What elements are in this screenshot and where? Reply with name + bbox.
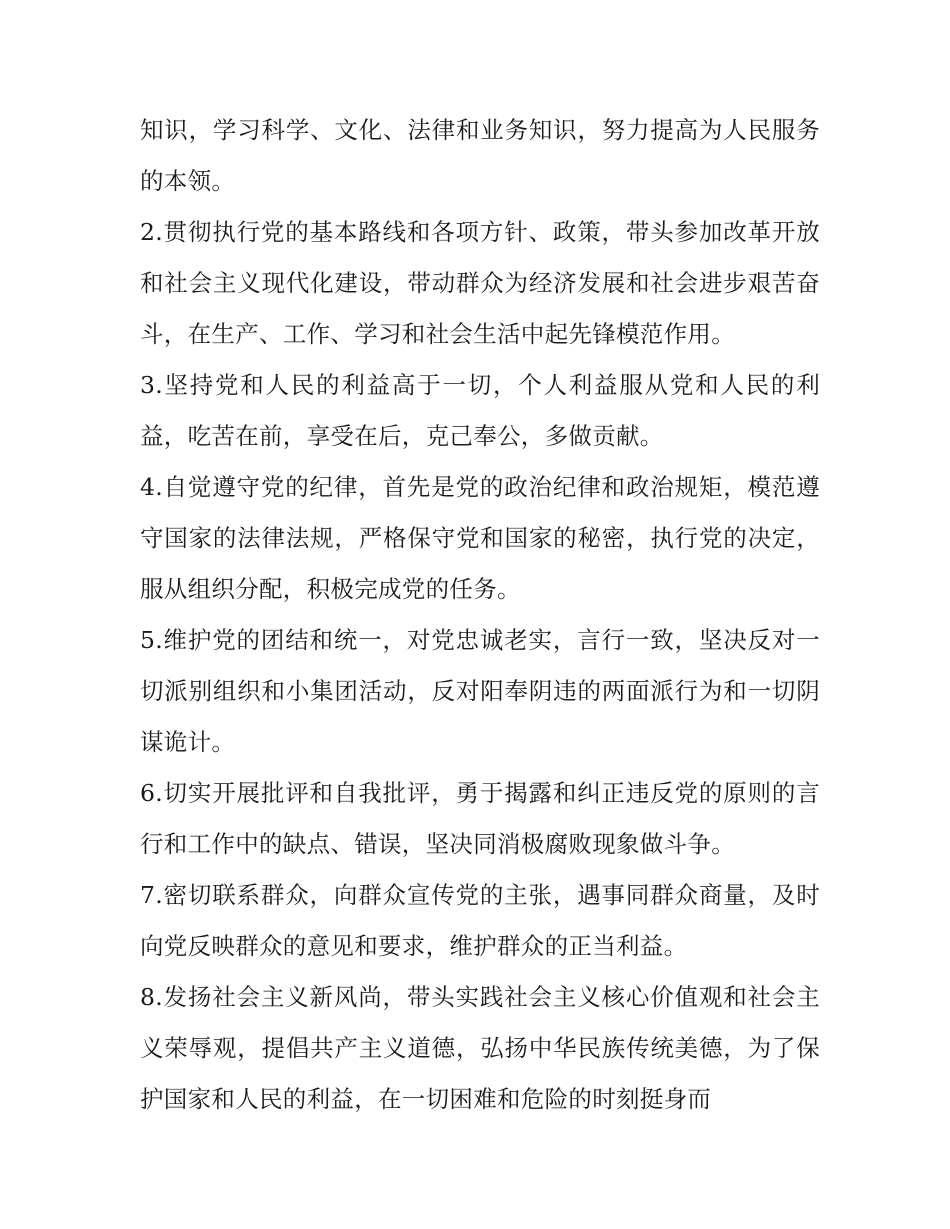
- paragraph-item-4: 4.自觉遵守党的纪律，首先是党的政治纪律和政治规矩，模范遵守国家的法律法规，严格保守党和国家的秘密，执行党的决定，服从组织分配，积极完成党的任务。: [140, 473, 820, 603]
- paragraph-item-3: 3.坚持党和人民的利益高于一切，个人利益服从党和人民的利益，吃苦在前，享受在后，克己奉公，多做贡献。: [140, 371, 820, 450]
- paragraph-continuation: 知识，学习科学、文化、法律和业务知识，努力提高为人民服务的本领。: [140, 116, 820, 195]
- paragraph-item-2: 2.贯彻执行党的基本路线和各项方针、政策，带头参加改革开放和社会主义现代化建设，带动群众为经济发展和社会进步艰苦奋斗，在生产、工作、学习和社会生活中起先锋模范作用。: [140, 218, 820, 348]
- paragraph-item-6: 6.切实开展批评和自我批评，勇于揭露和纠正违反党的原则的言行和工作中的缺点、错误，坚决同消极腐败现象做斗争。: [140, 779, 820, 858]
- paragraph-item-5: 5.维护党的团结和统一，对党忠诚老实，言行一致，坚决反对一切派别组织和小集团活动，反对阳奉阴违的两面派行为和一切阴谋诡计。: [140, 626, 820, 756]
- paragraph-item-7: 7.密切联系群众，向群众宣传党的主张，遇事同群众商量，及时向党反映群众的意见和要求，维护群众的正当利益。: [140, 881, 820, 960]
- paragraph-item-8: 8.发扬社会主义新风尚，带头实践社会主义核心价值观和社会主义荣辱观，提倡共产主义道德，弘扬中华民族传统美德，为了保护国家和人民的利益，在一切困难和危险的时刻挺身而: [140, 983, 820, 1113]
- document-body: [140, 105, 820, 1125]
